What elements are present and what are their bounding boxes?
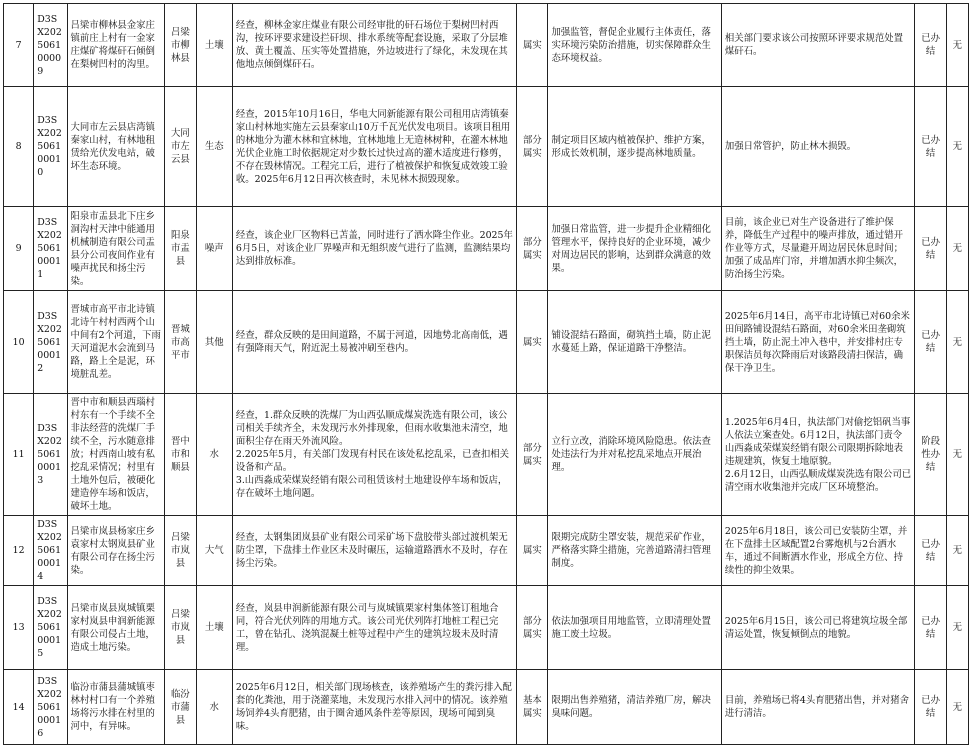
complaint-table (3, 3, 969, 745)
row-type: 水 (196, 670, 232, 745)
row-progress: 目前，该企业已对生产设备进行了维护保养，降低生产过程中的噪声排放，通过错开作业等方式，尽量避开周边居民休息时间；加强了成品库门帘，并增加洒水抑尘频次，防治扬尘污染。 (721, 207, 915, 291)
table-row (4, 394, 969, 516)
row-progress: 2025年6月18日，该公司已安装防尘罩，并在下盘排土区域配置2台雾炮机与2台洒水车，通过不间断洒水作业，形成全方位、持续性的抑尘效果。 (721, 516, 915, 586)
row-progress: 2025年6月15日，该公司已将建筑垃圾全部清运处置，恢复倾倒点的地貌。 (721, 586, 915, 670)
row-progress: 相关部门要求该公司按照环评要求规范处置煤矸石。 (721, 4, 915, 87)
row-verdict: 部分属实 (517, 394, 548, 516)
table-row (4, 4, 969, 87)
row-code: D3SX202506100013 (34, 394, 67, 516)
row-region: 吕梁市柳林县 (165, 4, 196, 87)
row-index: 7 (4, 4, 34, 87)
row-progress: 2025年6月14日，高平市北诗镇已对60余米田间路铺设混结石路面，对60余米田垄砌筑挡土墙，防止泥土冲入巷中，并安排村庄专职保洁员每次降雨后对该路段清扫保洁，确保干净卫生。 (721, 291, 915, 394)
row-status: 阶段性办结 (915, 394, 946, 516)
row-code: D3SX202506100010 (34, 87, 67, 207)
row-progress: 1.2025年6月4日，执法部门对偷挖铝矾当事人依法立案查处。6月12日，执法部门责令山西淼成荣煤炭经销有限公司限期拆除地表违规建筑，恢复土地原貌。 2.6月12日，山西弘顺成煤炭洗选有限公司已清空雨水收集池并完成厂区环境整治。 (721, 394, 915, 516)
row-region: 晋中市和顺县 (165, 394, 196, 516)
row-type: 噪声 (196, 207, 232, 291)
row-investigation: 经查，岚县申润新能源有限公司与岚城镇栗家村集体签订租地合同，符合光伏列阵的用地方式。该公司光伏列阵打地桩工程已完工，曾在钻孔、浇筑混凝土桩等过程中产生的建筑垃圾未及时清理。 (232, 586, 516, 670)
row-type: 土壤 (196, 586, 232, 670)
row-accountability: 无 (946, 670, 968, 745)
row-status: 已办结 (915, 4, 946, 87)
row-accountability: 无 (946, 291, 968, 394)
table-row (4, 586, 969, 670)
row-measures: 限期完成防尘罩安装，规范采矿作业，严格落实降尘措施，完善道路清扫管理制度。 (548, 516, 721, 586)
row-index: 11 (4, 394, 34, 516)
row-measures: 依法加强项目用地监管，立即清理处置施工废土垃圾。 (548, 586, 721, 670)
row-accountability: 无 (946, 394, 968, 516)
table-row (4, 291, 969, 394)
row-type: 其他 (196, 291, 232, 394)
row-verdict: 属实 (517, 516, 548, 586)
row-status: 已办结 (915, 87, 946, 207)
row-status: 已办结 (915, 516, 946, 586)
row-type: 水 (196, 394, 232, 516)
table-body (4, 4, 969, 745)
row-verdict: 属实 (517, 291, 548, 394)
row-index: 13 (4, 586, 34, 670)
row-investigation: 经查，柳林金家庄煤业有限公司经审批的矸石场位于梨树凹村西沟，按环评要求建设拦矸坝、排水系统等配套设施，采取了分层堆放、黄土覆盖、压实等处置措施，外边坡进行了绿化，未发现在其他地点倾倒煤矸石。 (232, 4, 516, 87)
row-complaint: 临汾市蒲县蒲城镇枣林村村口有一个养殖场将污水排在村里的河中，有异味。 (67, 670, 165, 745)
table-row (4, 87, 969, 207)
row-index: 10 (4, 291, 34, 394)
row-status: 已办结 (915, 291, 946, 394)
table-row (4, 516, 969, 586)
row-code: D3SX202506100015 (34, 586, 67, 670)
row-progress: 目前，养殖场已将4头育肥猪出售，并对猪舍进行清洁。 (721, 670, 915, 745)
table-row (4, 670, 969, 745)
row-type: 土壤 (196, 4, 232, 87)
row-measures: 加强日常监管，进一步提升企业精细化管理水平，保持良好的企业环境，减少对周边居民的影响，达到群众满意的效果。 (548, 207, 721, 291)
row-verdict: 部分属实 (517, 87, 548, 207)
row-status: 已办结 (915, 586, 946, 670)
row-code: D3SX202506100009 (34, 4, 67, 87)
row-region: 大同市左云县 (165, 87, 196, 207)
row-code: D3SX202506100011 (34, 207, 67, 291)
row-index: 12 (4, 516, 34, 586)
row-code: D3SX202506100014 (34, 516, 67, 586)
row-verdict: 属实 (517, 4, 548, 87)
row-complaint: 晋中市和顺县西瑙村村东有一个手续不全非法经营的洗煤厂手续不全，污水随意排放；村西南山坡有私挖乱采情况；村里有土地外包后，被硬化建造停车场和饭店，破坏土地。 (67, 394, 165, 516)
row-verdict: 基本属实 (517, 670, 548, 745)
row-accountability: 无 (946, 87, 968, 207)
row-accountability: 无 (946, 516, 968, 586)
row-type: 大气 (196, 516, 232, 586)
row-measures: 加强监管，督促企业履行主体责任，落实环境污染防治措施，切实保障群众生态环境权益。 (548, 4, 721, 87)
row-measures: 铺设混结石路面，砌筑挡土墙，防止泥水蔓延上路，保证道路干净整洁。 (548, 291, 721, 394)
row-measures: 限期出售养殖猪，清洁养殖厂房，解决臭味问题。 (548, 670, 721, 745)
row-code: D3SX202506100012 (34, 291, 67, 394)
row-complaint: 大同市左云县店湾镇秦家山村，有林地租赁给光伏发电站，破坏生态环境。 (67, 87, 165, 207)
row-status: 已办结 (915, 670, 946, 745)
row-region: 晋城市高平市 (165, 291, 196, 394)
row-progress: 加强日常管护，防止林木损毁。 (721, 87, 915, 207)
row-investigation: 经查，该企业厂区物料已苫盖，同时进行了洒水降尘作业。2025年6月5日，对该企业厂界噪声和无组织废气进行了监测，监测结果均达到排放标准。 (232, 207, 516, 291)
row-complaint: 吕梁市岚县岚城镇栗家村岚县申润新能源有限公司侵占土地，造成土地污染。 (67, 586, 165, 670)
row-complaint: 吕梁市岚县杨家庄乡袁家村太钢岚县矿业有限公司存在扬尘污染。 (67, 516, 165, 586)
row-verdict: 部分属实 (517, 207, 548, 291)
row-complaint: 晋城市高平市北诗镇北诗午村村西两个山中间有2个河道，下雨天河道泥水会流到马路，路上全是泥，环境脏乱差。 (67, 291, 165, 394)
row-measures: 立行立改，消除环境风险隐患。依法查处违法行为并对私挖乱采地点开展治理。 (548, 394, 721, 516)
row-code: D3SX202506100016 (34, 670, 67, 745)
row-investigation: 经查，1.群众反映的洗煤厂为山西弘顺成煤炭洗选有限公司，该公司相关手续齐全，未发现污水外排现象，但雨水收集池未清空，地面积尘存在雨天外流风险。 2.2025年5月，有关部门发现有村民在该处私挖乱采，已查扣相关设备和产品。 3.山西淼成荣煤炭经销有限公司租赁该村土地建设停车场和饭店，存在破坏土地问题。 (232, 394, 516, 516)
row-accountability: 无 (946, 207, 968, 291)
row-status: 已办结 (915, 207, 946, 291)
row-type: 生态 (196, 87, 232, 207)
row-region: 阳泉市盂县 (165, 207, 196, 291)
row-measures: 制定项目区域内植被保护、维护方案，形成长效机制，逐步提高林地质量。 (548, 87, 721, 207)
row-region: 临汾市蒲县 (165, 670, 196, 745)
row-investigation: 经查，2015年10月16日，华电大同新能源有限公司租用店湾镇秦家山村林地实施左云县秦家山10万千瓦光伏发电项目。该项目租用的林地分为灌木林和宜林地，宜林地地上无造林树种，在灌木林地光伏企业施工时依据规定对少数长过快过高的灌木适度进行修剪，不存在毁林情况。工程完工后，进行了植被保护和恢复成效竣工验收。2025年6月12日再次核查时，未见林木损毁现象。 (232, 87, 516, 207)
row-investigation: 经查，太钢集团岚县矿业有限公司采矿场下盘胶带头部过渡机架无防尘罩，下盘排土作业区未及时碾压，运输道路洒水不及时，存在扬尘污染。 (232, 516, 516, 586)
row-index: 8 (4, 87, 34, 207)
row-accountability: 无 (946, 4, 968, 87)
row-complaint: 吕梁市柳林县金家庄镇前庄上村有一金家庄煤矿将煤矸石倾倒在梨树凹村的沟里。 (67, 4, 165, 87)
row-verdict: 部分属实 (517, 586, 548, 670)
row-investigation: 2025年6月12日，相关部门现场核查，该养殖场产生的粪污排入配套的化粪池，用于浇灌菜地，未发现污水排入河中的情况。该养殖场饲养4头育肥猪，由于圈舍通风条件差等原因，现场可闻到臭味。 (232, 670, 516, 745)
row-region: 吕梁市岚县 (165, 516, 196, 586)
row-complaint: 阳泉市盂县北下庄乡洞沟村天津中能通用机械制造有限公司盂县分公司夜间作业有噪声扰民和扬尘污染。 (67, 207, 165, 291)
table-row (4, 207, 969, 291)
row-index: 14 (4, 670, 34, 745)
row-accountability: 无 (946, 586, 968, 670)
row-region: 吕梁市岚县 (165, 586, 196, 670)
row-index: 9 (4, 207, 34, 291)
row-investigation: 经查，群众反映的是田间道路，不属于河道，因地势北高南低，遇有强降雨天气，附近泥土易被冲刷至巷内。 (232, 291, 516, 394)
